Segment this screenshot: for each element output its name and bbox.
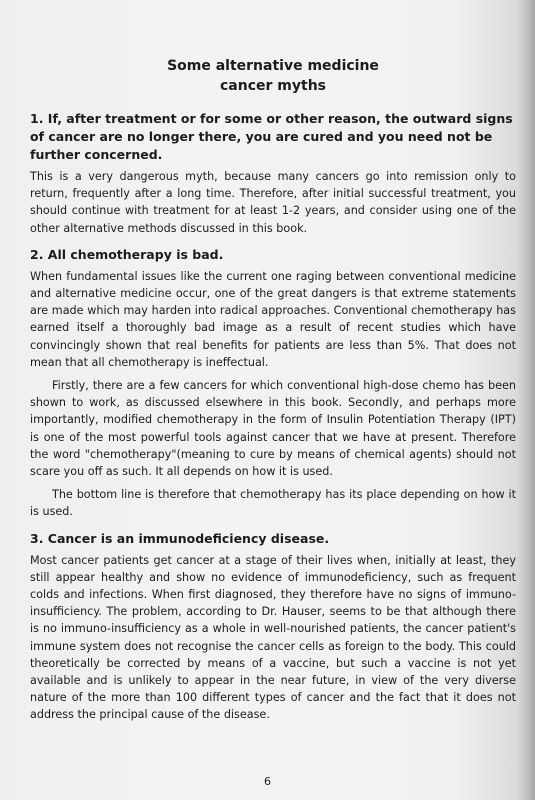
section-2 (30, 246, 516, 521)
section-1-paragraph-1: This is a very dangerous myth, because many cancers go into remission only to return, frequently after a long time. Therefore, after initial successful treatment, you should continue with treatment for at least 1-2 years, and consider using one of the other alternative methods discussed in this book. (30, 170, 516, 235)
section-2-paragraph-2: Firstly, there are a few cancers for which conventional high-dose chemo has been shown to work, as discussed elsewhere in this book. Secondly, and perhaps more importantly, modified chemotherapy in the form of Insulin Potentiation Therapy (IPT) is one of the most powerful tools against cancer that we have at present. Therefore the word "chemotherapy"(meaning to cure by means of chemical agents) should not scare you off as such. It all depends on how it is used. (30, 379, 516, 479)
section-2-heading: 2. All chemotherapy is bad. (30, 246, 224, 262)
section-3-heading: 3. Cancer is an immunodeficiency disease. (30, 530, 330, 546)
section-1 (30, 110, 516, 237)
page-title-line-1: Some alternative medicine (167, 58, 379, 74)
spacer (30, 521, 516, 530)
section-3 (30, 530, 516, 724)
page-title-line-2: cancer myths (220, 78, 326, 94)
section-2-paragraph-3: The bottom line is therefore that chemotherapy has its place depending on how it is used. (30, 488, 516, 519)
page-number: 6 (264, 775, 271, 788)
page-content (30, 56, 516, 724)
page-gutter-shadow (517, 0, 535, 800)
section-2-paragraph-1: When fundamental issues like the current one raging between conventional medicine and alternative medicine occur, one of the great dangers is that extreme statements are made which may harden into radical approaches. Conventional chemotherapy has earned itself a thoroughly bad image as a result of recent studies which have convincingly shown that real benefits for patients are less than 5%. That does not mean that all chemotherapy is ineffectual. (30, 269, 516, 369)
page-title (30, 56, 516, 96)
section-1-heading: 1. If, after treatment or for some or other reason, the outward signs of cancer are no longer there, you are cured and you need not be further concerned. (30, 111, 513, 162)
spacer (30, 237, 516, 246)
section-3-paragraph-1: Most cancer patients get cancer at a stage of their lives when, initially at least, they still appear healthy and show no evidence of immunodeficiency, such as frequent colds and infections. When first diagnosed, they therefore have no signs of immuno-insufficiency. The problem, according to Dr. Hauser, seems to be that although there is no immuno-insufficiency as a whole in well-nourished patients, the cancer patient's immune system does not recognise the cancer cells as foreign to the body. This could theoretically be corrected by means of a vaccine, but such a vaccine is not yet available and is unlikely to appear in the near future, in view of the very diverse nature of the more than 100 different types of cancer and the fact that it does not address the principal cause of the disease. (30, 553, 516, 722)
